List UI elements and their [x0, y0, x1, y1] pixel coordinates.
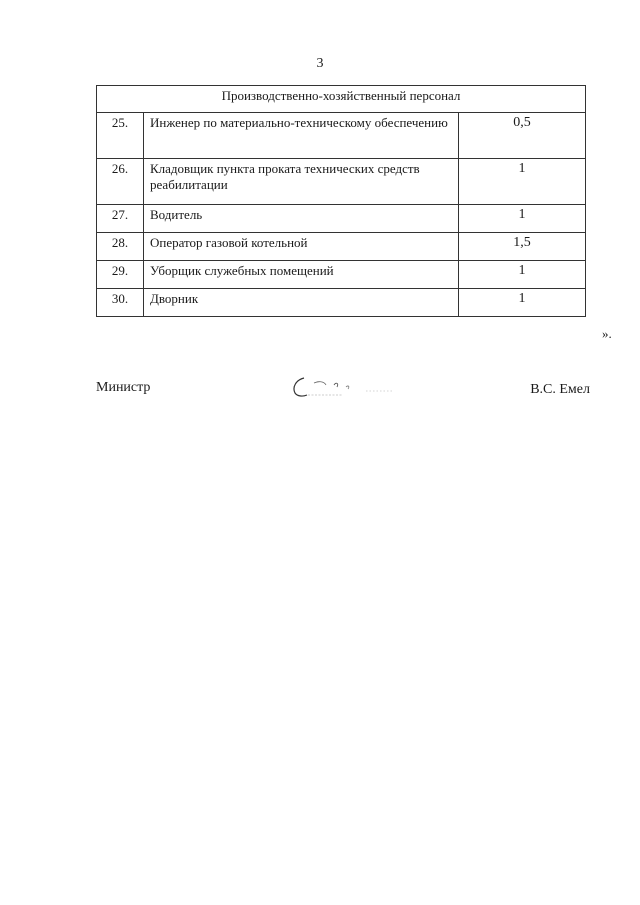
position-title: Инженер по материально-техническому обеспечению: [144, 113, 459, 159]
staff-quantity: 1: [459, 205, 586, 233]
staff-quantity: 1: [459, 159, 586, 205]
staff-quantity: 1: [459, 261, 586, 289]
staff-quantity: 1: [459, 289, 586, 317]
row-number: 29.: [97, 261, 144, 289]
row-number: 27.: [97, 205, 144, 233]
table-row: [97, 289, 586, 317]
position-title: Уборщик служебных помещений: [144, 261, 459, 289]
position-title: Дворник: [144, 289, 459, 317]
signatory-title: Министр: [96, 380, 151, 395]
section-title: Производственно-хозяйственный персонал: [97, 86, 586, 113]
position-title: Оператор газовой котельной: [144, 233, 459, 261]
row-number: 28.: [97, 233, 144, 261]
page-number: 3: [316, 56, 324, 71]
table-row: [97, 113, 586, 159]
table-row: [97, 205, 586, 233]
staff-quantity: 0,5: [459, 113, 586, 159]
row-number: 26.: [97, 159, 144, 205]
signature-block: [96, 377, 590, 407]
row-number: 30.: [97, 289, 144, 317]
section-header-row: [97, 86, 586, 113]
row-number: 25.: [97, 113, 144, 159]
staff-table-body: [97, 86, 586, 317]
handwritten-signature-icon: [290, 373, 400, 408]
signatory-name: В.С. Емел: [530, 382, 590, 397]
table-row: [97, 261, 586, 289]
position-title: Водитель: [144, 205, 459, 233]
staff-table: [96, 85, 586, 317]
staff-quantity: 1,5: [459, 233, 586, 261]
table-row: [97, 159, 586, 205]
table-row: [97, 233, 586, 261]
position-title: Кладовщик пункта проката технических средств реабилитации: [144, 159, 459, 205]
closing-quote: ».: [602, 326, 612, 341]
